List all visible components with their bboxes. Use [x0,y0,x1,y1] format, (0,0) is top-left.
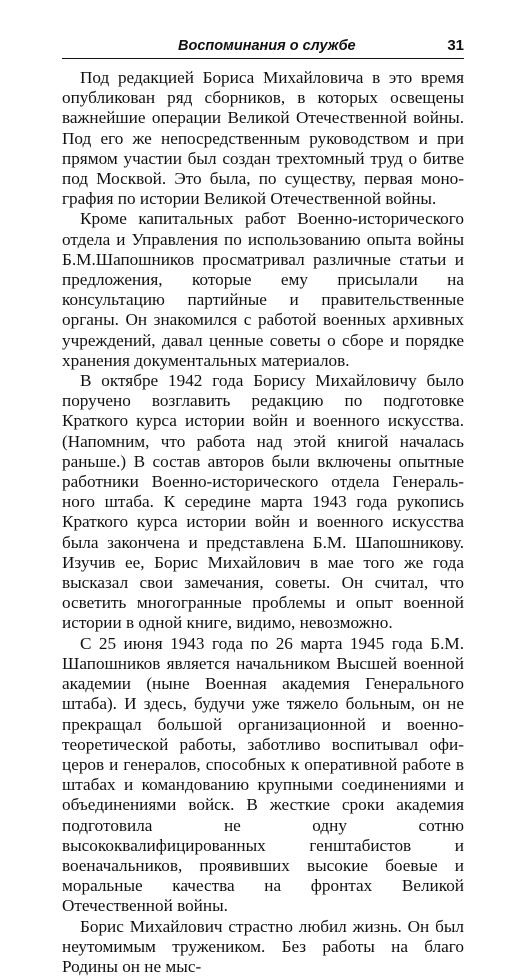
page-number: 31 [447,37,464,54]
paragraph: С 25 июня 1943 года по 26 марта 1945 года Б.М. Шапошников является начальником Высшей военной академии (ныне Военная академия Генерального штаба). И здесь, будучи уже тяжело больным, он не прекращал большой организационной и военно-теоретической работы, заботливо воспитывал офицеров и генералов, способных к оперативной работе в штабах и командованию крупными соединениями и объединениями войск. В жесткие сроки академия подготовила не одну сотню высококвалифицированных генштабистов и военачальников, проявивших высокие боевые и моральные качества на фронтах Великой Отечественной войны. [62,633,464,916]
paragraph: Кроме капитальных работ Военно-исторического отдела и Управления по использованию опыта войны Б.М.Шапошников просматривал различные статьи и предложения, которые ему присылали на консультацию партийные и правительственные органы. Он знакомился с работой военных архивных учреждений, давал ценные советы о сборе и порядке хранения документальных материалов. [62,209,464,370]
paragraph: Борис Михайлович страстно любил жизнь. Он был неутомимым тружеником. Без работы на благо Родины он не мыс- [62,916,464,976]
paragraph: Под редакцией Бориса Михайловича в это время опубликован ряд сборников, в которых освещены важнейшие операции Великой Отечественной войны. Под его же непосредственным руководством и при прямом участии был создан трехтомный труд о битве под Москвой. Это была, по существу, первая монография по истории Великой Отечественной войны. [62,68,464,209]
body-text [62,68,464,977]
page-header [0,36,506,60]
header-divider [62,58,464,59]
paragraph: В октябре 1942 года Борису Михайловичу было поручено возглавить редакцию по подготовке Краткого курса истории войн и военного искусства. (Напомним, что работа над этой книгой началась раньше.) В состав авторов были включены опытные работники Военно-исторического отдела Генерального штаба. К середине марта 1943 года рукопись Краткого курса истории войн и военного искусства была закончена и представлена Б.М. Шапошникову. Изучив ее, Борис Михайлович в мае того же года высказал свои замечания, советы. Он считал, что осветить многогранные проблемы и опыт военной истории в одной книге, видимо, невозможно. [62,371,464,633]
running-title: Воспоминания о службе [178,38,356,54]
